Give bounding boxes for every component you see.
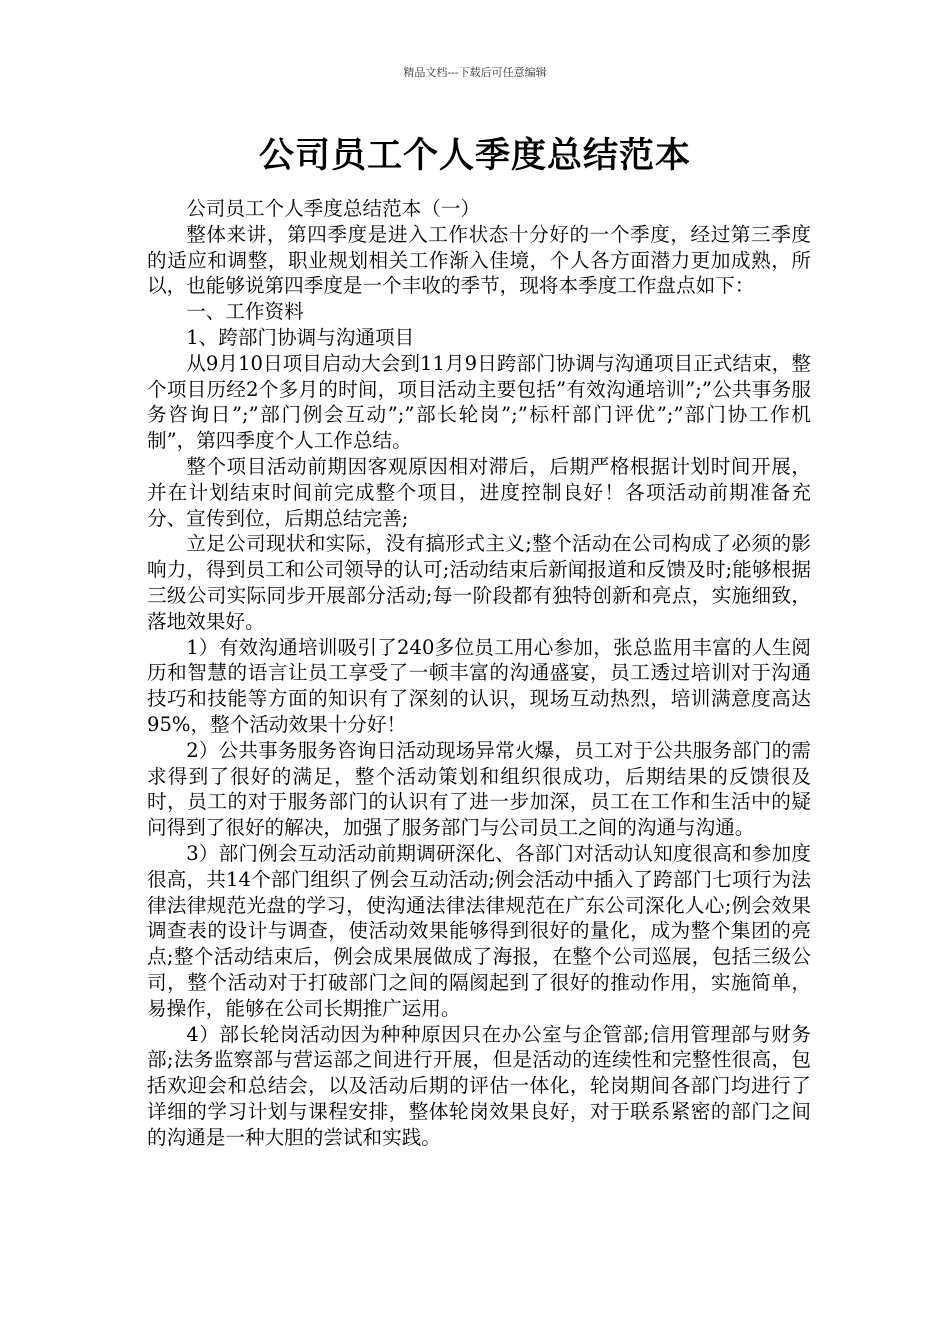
subsection-heading: 1、跨部门协调与沟通项目 [186, 325, 415, 349]
header-note: 精品文档---下载后可任意编辑 [403, 66, 547, 79]
paragraph-subtitle: 公司员工个人季度总结范本（一） [186, 197, 481, 220]
paragraph: 立足公司现状和实际，没有搞形式主义;整个活动在公司构成了必须的影响力，得到员工和公司领导的认可;活动结束后新闻报道和反馈及时;能够根据三级公司实际同步开展部分活动;每一阶段都有独特创新和亮点，实施细致，落地效果好。 [147, 532, 811, 633]
paragraph: 1）有效沟通培训吸引了240多位员工用心参加，张总监用丰富的人生阅历和智慧的语言让员工享受了一顿丰富的沟通盛宴，员工透过培训对于沟通技巧和技能等方面的知识有了深刻的认识，现场互动热烈，培训满意度高达95%，整个活动效果十分好！ [147, 635, 811, 736]
paragraph: 2）公共事务服务咨询日活动现场异常火爆，员工对于公共服务部门的需求得到了很好的满足，整个活动策划和组织很成功，后期结果的反馈很及时，员工的对于服务部门的认识有了进一步加深，员工在工作和生活中的疑问得到了很好的解决，加强了服务部门与公司员工之间的沟通与沟通。 [147, 738, 811, 840]
paragraph: 整体来讲，第四季度是进入工作状态十分好的一个季度，经过第三季度的适应和调整，职业规划相关工作渐入佳境，个人各方面潜力更加成熟，所以，也能够说第四季度是一个丰收的季节，现将本季度工作盘点如下： [147, 222, 811, 298]
paragraph: 整个项目活动前期因客观原因相对滞后，后期严格根据计划时间开展，并在计划结束时间前完成整个项目，进度控制良好！各项活动前期准备充分、宣传到位，后期总结完善; [147, 454, 811, 530]
page-title: 公司员工个人季度总结范本 [258, 136, 691, 176]
paragraph: 从9月10日项目启动大会到11月9日跨部门协调与沟通项目正式结束，整个项目历经2个多月的时间，项目活动主要包括”有效沟通培训”;”公共事务服务咨询日”;”部门例会互动”;”部长轮岗”;”标杆部门评优”;”部门协工作机制”，第四季度个人工作总结。 [147, 351, 811, 453]
section-heading: 一、工作资料 [186, 300, 304, 324]
paragraph: 3）部门例会互动活动前期调研深化、各部门对活动认知度很高和参加度很高，共14个部门组织了例会互动活动;例会活动中插入了跨部门七项行为法律法律规范光盘的学习，使沟通法律法律规范在广东公司深化人心;例会效果调查表的设计与调查，使活动效果能够得到很好的量化，成为整个集团的亮点;整个活动结束后，例会成果展做成了海报，在整个公司巡展，包括三级公司，整个活动对于打破部门之间的隔阂起到了很好的推动作用，实施简单，易操作，能够在公司长期推广运用。 [147, 841, 811, 1020]
paragraph: 4）部长轮岗活动因为种种原因只在办公室与企管部;信用管理部与财务部;法务监察部与营运部之间进行开展，但是活动的连续性和完整性很高，包括欢迎会和总结会，以及活动后期的评估一体化，轮岗期间各部门均进行了详细的学习计划与课程安排，整体轮岗效果良好，对于联系紧密的部门之间的沟通是一种大胆的尝试和实践。 [147, 1022, 811, 1149]
document-body [147, 196, 811, 1150]
